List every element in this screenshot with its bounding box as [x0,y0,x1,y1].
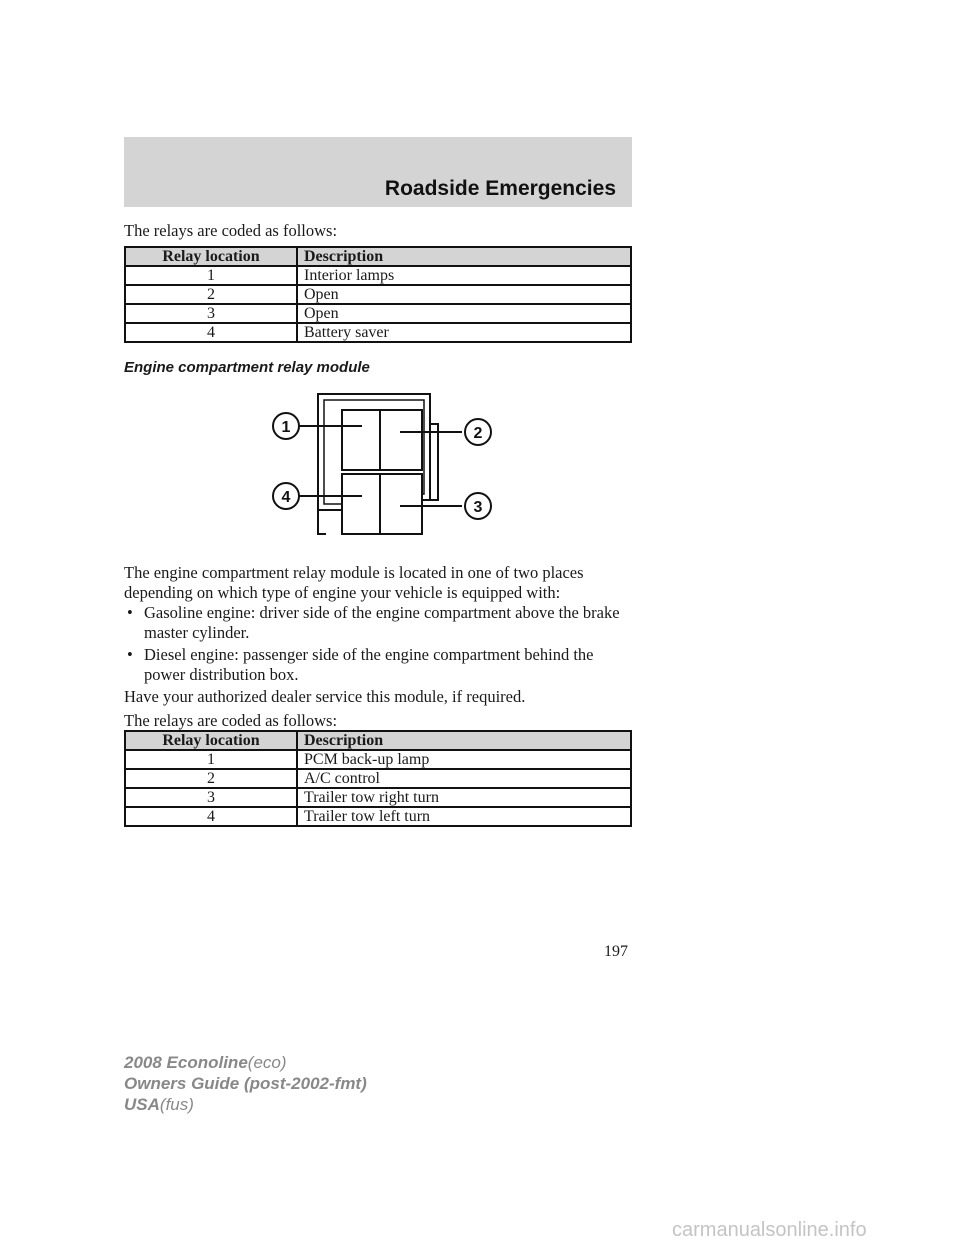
description-cell: Interior lamps [297,266,631,285]
relay-location-cell: 4 [125,323,297,342]
table-row [125,285,631,304]
document-footer [124,1052,367,1115]
footer-model: 2008 Econoline [124,1053,248,1072]
bullet-item [124,645,634,685]
footer-model-code: (eco) [247,1053,287,1072]
header-relay-location: Relay location [125,247,297,266]
table-header-row [125,731,631,750]
relay-module-diagram [266,388,506,542]
description-cell: Open [297,304,631,323]
relay-block-bottom [342,474,422,534]
table-row [125,788,631,807]
callout-label-2: 2 [473,425,483,442]
footer-line-2: Owners Guide (post-2002-fmt) [124,1074,367,1093]
callout-label-1: 1 [281,419,291,436]
relay-location-cell: 2 [125,285,297,304]
bullet-dot-icon: • [127,645,133,664]
bullet-text: Gasoline engine: driver side of the engine compartment above the brake master cylinder. [144,603,620,642]
footer-market: USA [124,1095,160,1114]
section-title: Roadside Emergencies [384,177,616,200]
header-relay-location: Relay location [125,731,297,750]
page-number: 197 [604,943,628,960]
footer-market-code: (fus) [159,1095,194,1114]
relay-location-cell: 3 [125,788,297,807]
intro-text-2: The relays are coded as follows: [124,711,338,730]
relay-table-2 [124,730,632,827]
table-row [125,304,631,323]
description-cell: Battery saver [297,323,631,342]
section-header-band [124,137,632,207]
callout-label-4: 4 [281,489,291,506]
left-side-tab [318,394,326,534]
table-row [125,266,631,285]
relay-location-cell: 4 [125,807,297,826]
relay-location-cell: 2 [125,769,297,788]
footer-line-3 [124,1094,367,1115]
footer-line-1 [124,1052,367,1073]
location-paragraph: The engine compartment relay module is located in one of two places depending on which type of engine your vehicle is equipped with: [124,563,584,602]
table-row [125,750,631,769]
description-cell: Trailer tow right turn [297,788,631,807]
relay-block-top [342,410,422,470]
header-description: Description [297,247,631,266]
bullet-item [124,603,634,643]
dealer-note: Have your authorized dealer service this module, if required. [124,687,526,706]
bullet-text: Diesel engine: passenger side of the engine compartment behind the power distribution box. [144,645,594,684]
header-description: Description [297,731,631,750]
relay-location-cell: 1 [125,266,297,285]
callout-label-3: 3 [473,499,483,516]
description-cell: A/C control [297,769,631,788]
relay-location-cell: 1 [125,750,297,769]
description-cell: Open [297,285,631,304]
description-cell: PCM back-up lamp [297,750,631,769]
right-side-tab [430,424,438,500]
table-header-row [125,247,631,266]
table-row [125,323,631,342]
description-cell: Trailer tow left turn [297,807,631,826]
intro-text-1: The relays are coded as follows: [124,221,338,240]
relay-table-1 [124,246,632,343]
table-row [125,807,631,826]
relay-location-cell: 3 [125,304,297,323]
bullet-dot-icon: • [127,603,133,622]
site-watermark: carmanualsonline.info [672,1219,867,1241]
table-row [125,769,631,788]
subheading: Engine compartment relay module [124,359,370,376]
